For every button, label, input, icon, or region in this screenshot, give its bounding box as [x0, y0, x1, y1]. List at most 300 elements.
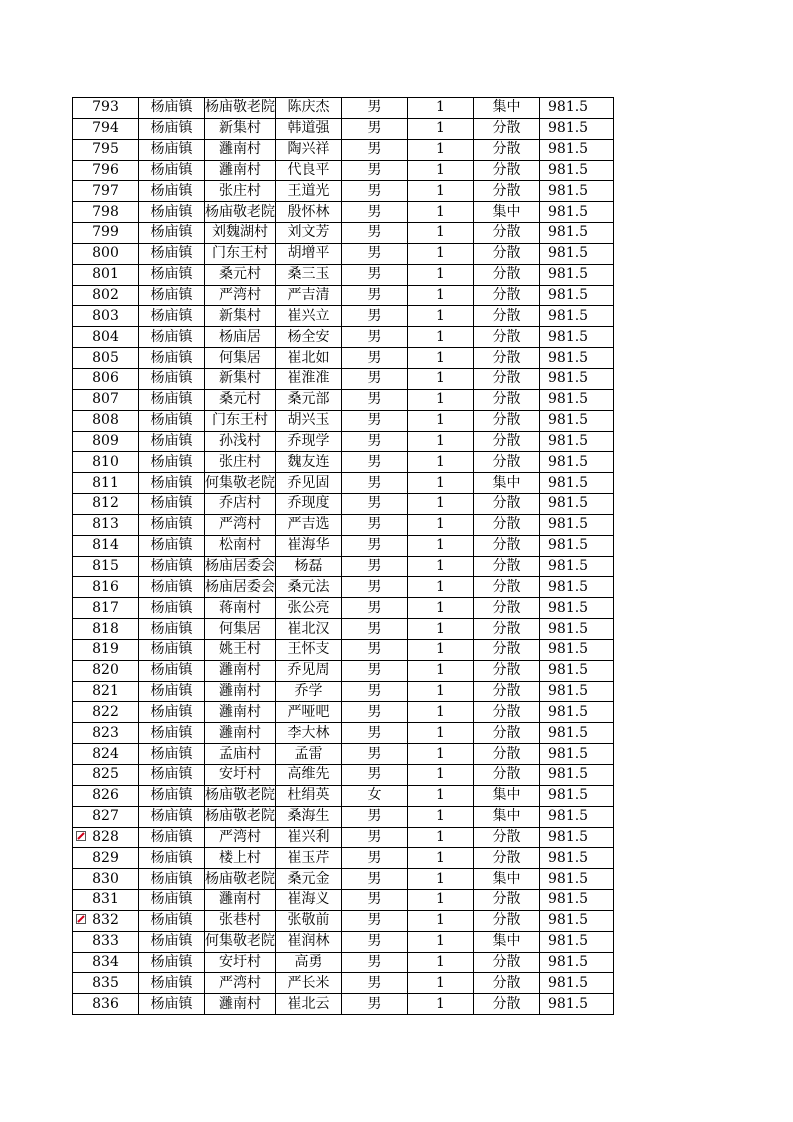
amount-cell[interactable]: 981.5: [540, 181, 614, 202]
row-number-cell[interactable]: 803: [73, 306, 139, 327]
row-number-cell[interactable]: 794: [73, 118, 139, 139]
sex-cell[interactable]: 男: [342, 744, 408, 765]
name-cell[interactable]: 杨全安: [276, 327, 342, 348]
care-type-cell[interactable]: 分散: [474, 848, 540, 869]
sex-cell[interactable]: 男: [342, 681, 408, 702]
care-type-cell[interactable]: 分散: [474, 994, 540, 1015]
town-cell[interactable]: 杨庙镇: [139, 848, 205, 869]
town-cell[interactable]: 杨庙镇: [139, 264, 205, 285]
town-cell[interactable]: 杨庙镇: [139, 952, 205, 973]
count-cell[interactable]: 1: [408, 514, 474, 535]
row-number-cell[interactable]: 833: [73, 931, 139, 952]
name-cell[interactable]: 胡增平: [276, 243, 342, 264]
count-cell[interactable]: 1: [408, 264, 474, 285]
care-type-cell[interactable]: 分散: [474, 660, 540, 681]
town-cell[interactable]: 杨庙镇: [139, 639, 205, 660]
care-type-cell[interactable]: 分散: [474, 452, 540, 473]
count-cell[interactable]: 1: [408, 619, 474, 640]
amount-cell[interactable]: 981.5: [540, 535, 614, 556]
care-type-cell[interactable]: 分散: [474, 702, 540, 723]
village-cell[interactable]: 安圩村: [205, 952, 276, 973]
row-number-cell[interactable]: 812: [73, 494, 139, 515]
count-cell[interactable]: 1: [408, 139, 474, 160]
care-type-cell[interactable]: 分散: [474, 410, 540, 431]
amount-cell[interactable]: 981.5: [540, 389, 614, 410]
sex-cell[interactable]: 男: [342, 368, 408, 389]
amount-cell[interactable]: 981.5: [540, 348, 614, 369]
count-cell[interactable]: 1: [408, 348, 474, 369]
name-cell[interactable]: 杨磊: [276, 556, 342, 577]
name-cell[interactable]: 陶兴祥: [276, 139, 342, 160]
amount-cell[interactable]: 981.5: [540, 452, 614, 473]
count-cell[interactable]: 1: [408, 243, 474, 264]
sex-cell[interactable]: 男: [342, 848, 408, 869]
name-cell[interactable]: 乔见固: [276, 473, 342, 494]
amount-cell[interactable]: 981.5: [540, 514, 614, 535]
sex-cell[interactable]: 男: [342, 765, 408, 786]
name-cell[interactable]: 魏友连: [276, 452, 342, 473]
care-type-cell[interactable]: 分散: [474, 264, 540, 285]
name-cell[interactable]: 乔现度: [276, 494, 342, 515]
town-cell[interactable]: 杨庙镇: [139, 619, 205, 640]
town-cell[interactable]: 杨庙镇: [139, 139, 205, 160]
town-cell[interactable]: 杨庙镇: [139, 681, 205, 702]
row-number-cell[interactable]: 818: [73, 619, 139, 640]
count-cell[interactable]: 1: [408, 848, 474, 869]
name-cell[interactable]: 崔北如: [276, 348, 342, 369]
town-cell[interactable]: 杨庙镇: [139, 723, 205, 744]
care-type-cell[interactable]: 集中: [474, 806, 540, 827]
amount-cell[interactable]: 981.5: [540, 869, 614, 890]
town-cell[interactable]: 杨庙镇: [139, 223, 205, 244]
amount-cell[interactable]: 981.5: [540, 619, 614, 640]
count-cell[interactable]: 1: [408, 660, 474, 681]
sex-cell[interactable]: 男: [342, 306, 408, 327]
village-cell[interactable]: 灉南村: [205, 660, 276, 681]
row-number-cell[interactable]: 813: [73, 514, 139, 535]
row-number-cell[interactable]: 824: [73, 744, 139, 765]
row-number-cell[interactable]: 827: [73, 806, 139, 827]
sex-cell[interactable]: 男: [342, 827, 408, 848]
village-cell[interactable]: 孙浅村: [205, 431, 276, 452]
village-cell[interactable]: 桑元村: [205, 389, 276, 410]
comment-pencil-icon[interactable]: [76, 831, 86, 841]
count-cell[interactable]: 1: [408, 452, 474, 473]
care-type-cell[interactable]: 分散: [474, 285, 540, 306]
row-number-cell[interactable]: 802: [73, 285, 139, 306]
care-type-cell[interactable]: 集中: [474, 98, 540, 119]
village-cell[interactable]: 何集居: [205, 348, 276, 369]
row-number-cell[interactable]: 826: [73, 785, 139, 806]
village-cell[interactable]: 门东王村: [205, 410, 276, 431]
amount-cell[interactable]: 981.5: [540, 931, 614, 952]
name-cell[interactable]: 桑元法: [276, 577, 342, 598]
row-number-cell[interactable]: 796: [73, 160, 139, 181]
row-number-cell[interactable]: 836: [73, 994, 139, 1015]
care-type-cell[interactable]: 分散: [474, 619, 540, 640]
amount-cell[interactable]: 981.5: [540, 264, 614, 285]
sex-cell[interactable]: 男: [342, 910, 408, 931]
row-number-cell[interactable]: 815: [73, 556, 139, 577]
village-cell[interactable]: 刘魏湖村: [205, 223, 276, 244]
amount-cell[interactable]: 981.5: [540, 139, 614, 160]
name-cell[interactable]: 韩道强: [276, 118, 342, 139]
row-number-cell[interactable]: 809: [73, 431, 139, 452]
sex-cell[interactable]: 男: [342, 577, 408, 598]
sex-cell[interactable]: 男: [342, 202, 408, 223]
sex-cell[interactable]: 男: [342, 514, 408, 535]
sex-cell[interactable]: 男: [342, 869, 408, 890]
care-type-cell[interactable]: 分散: [474, 223, 540, 244]
count-cell[interactable]: 1: [408, 869, 474, 890]
town-cell[interactable]: 杨庙镇: [139, 577, 205, 598]
name-cell[interactable]: 崔北汉: [276, 619, 342, 640]
town-cell[interactable]: 杨庙镇: [139, 827, 205, 848]
name-cell[interactable]: 殷怀林: [276, 202, 342, 223]
town-cell[interactable]: 杨庙镇: [139, 389, 205, 410]
village-cell[interactable]: 杨庙敬老院: [205, 98, 276, 119]
village-cell[interactable]: 灉南村: [205, 702, 276, 723]
sex-cell[interactable]: 男: [342, 410, 408, 431]
count-cell[interactable]: 1: [408, 306, 474, 327]
name-cell[interactable]: 桑海生: [276, 806, 342, 827]
count-cell[interactable]: 1: [408, 285, 474, 306]
row-number-cell[interactable]: 816: [73, 577, 139, 598]
name-cell[interactable]: 崔玉芹: [276, 848, 342, 869]
care-type-cell[interactable]: 集中: [474, 473, 540, 494]
care-type-cell[interactable]: 分散: [474, 118, 540, 139]
amount-cell[interactable]: 981.5: [540, 410, 614, 431]
name-cell[interactable]: 乔学: [276, 681, 342, 702]
town-cell[interactable]: 杨庙镇: [139, 744, 205, 765]
village-cell[interactable]: 杨庙居: [205, 327, 276, 348]
row-number-cell[interactable]: 822: [73, 702, 139, 723]
count-cell[interactable]: 1: [408, 598, 474, 619]
name-cell[interactable]: 张公亮: [276, 598, 342, 619]
village-cell[interactable]: 张庄村: [205, 452, 276, 473]
care-type-cell[interactable]: 分散: [474, 514, 540, 535]
care-type-cell[interactable]: 分散: [474, 681, 540, 702]
name-cell[interactable]: 崔北云: [276, 994, 342, 1015]
amount-cell[interactable]: 981.5: [540, 306, 614, 327]
sex-cell[interactable]: 男: [342, 389, 408, 410]
name-cell[interactable]: 崔淮准: [276, 368, 342, 389]
row-number-cell[interactable]: 810: [73, 452, 139, 473]
sex-cell[interactable]: 男: [342, 494, 408, 515]
row-number-cell[interactable]: 806: [73, 368, 139, 389]
town-cell[interactable]: 杨庙镇: [139, 890, 205, 911]
name-cell[interactable]: 刘文芳: [276, 223, 342, 244]
row-number-cell[interactable]: 830: [73, 869, 139, 890]
row-number-cell[interactable]: 797: [73, 181, 139, 202]
amount-cell[interactable]: 981.5: [540, 765, 614, 786]
name-cell[interactable]: 乔见周: [276, 660, 342, 681]
sex-cell[interactable]: 男: [342, 598, 408, 619]
name-cell[interactable]: 王怀支: [276, 639, 342, 660]
sex-cell[interactable]: 男: [342, 660, 408, 681]
town-cell[interactable]: 杨庙镇: [139, 931, 205, 952]
village-cell[interactable]: 灉南村: [205, 890, 276, 911]
sex-cell[interactable]: 男: [342, 994, 408, 1015]
count-cell[interactable]: 1: [408, 327, 474, 348]
town-cell[interactable]: 杨庙镇: [139, 785, 205, 806]
sex-cell[interactable]: 男: [342, 139, 408, 160]
care-type-cell[interactable]: 分散: [474, 243, 540, 264]
amount-cell[interactable]: 981.5: [540, 994, 614, 1015]
sex-cell[interactable]: 男: [342, 181, 408, 202]
care-type-cell[interactable]: 分散: [474, 577, 540, 598]
town-cell[interactable]: 杨庙镇: [139, 910, 205, 931]
village-cell[interactable]: 新集村: [205, 306, 276, 327]
amount-cell[interactable]: 981.5: [540, 598, 614, 619]
care-type-cell[interactable]: 分散: [474, 160, 540, 181]
count-cell[interactable]: 1: [408, 973, 474, 994]
count-cell[interactable]: 1: [408, 494, 474, 515]
care-type-cell[interactable]: 分散: [474, 535, 540, 556]
count-cell[interactable]: 1: [408, 118, 474, 139]
sex-cell[interactable]: 男: [342, 890, 408, 911]
village-cell[interactable]: 新集村: [205, 368, 276, 389]
count-cell[interactable]: 1: [408, 681, 474, 702]
sex-cell[interactable]: 男: [342, 723, 408, 744]
amount-cell[interactable]: 981.5: [540, 98, 614, 119]
row-number-cell[interactable]: 804: [73, 327, 139, 348]
name-cell[interactable]: 桑元金: [276, 869, 342, 890]
row-number-cell[interactable]: 829: [73, 848, 139, 869]
row-number-cell[interactable]: 800: [73, 243, 139, 264]
village-cell[interactable]: 张巷村: [205, 910, 276, 931]
count-cell[interactable]: 1: [408, 368, 474, 389]
town-cell[interactable]: 杨庙镇: [139, 243, 205, 264]
row-number-cell[interactable]: 793: [73, 98, 139, 119]
sex-cell[interactable]: 男: [342, 223, 408, 244]
count-cell[interactable]: 1: [408, 744, 474, 765]
village-cell[interactable]: 张庄村: [205, 181, 276, 202]
town-cell[interactable]: 杨庙镇: [139, 702, 205, 723]
sex-cell[interactable]: 男: [342, 952, 408, 973]
amount-cell[interactable]: 981.5: [540, 702, 614, 723]
count-cell[interactable]: 1: [408, 535, 474, 556]
town-cell[interactable]: 杨庙镇: [139, 202, 205, 223]
amount-cell[interactable]: 981.5: [540, 327, 614, 348]
count-cell[interactable]: 1: [408, 389, 474, 410]
care-type-cell[interactable]: 分散: [474, 723, 540, 744]
name-cell[interactable]: 乔现学: [276, 431, 342, 452]
town-cell[interactable]: 杨庙镇: [139, 160, 205, 181]
sex-cell[interactable]: 男: [342, 473, 408, 494]
care-type-cell[interactable]: 分散: [474, 494, 540, 515]
care-type-cell[interactable]: 分散: [474, 556, 540, 577]
count-cell[interactable]: 1: [408, 181, 474, 202]
row-number-cell[interactable]: 820: [73, 660, 139, 681]
town-cell[interactable]: 杨庙镇: [139, 410, 205, 431]
row-number-cell[interactable]: 823: [73, 723, 139, 744]
amount-cell[interactable]: 981.5: [540, 160, 614, 181]
name-cell[interactable]: 崔海义: [276, 890, 342, 911]
name-cell[interactable]: 桑元部: [276, 389, 342, 410]
village-cell[interactable]: 杨庙居委会: [205, 556, 276, 577]
sex-cell[interactable]: 男: [342, 431, 408, 452]
amount-cell[interactable]: 981.5: [540, 785, 614, 806]
care-type-cell[interactable]: 集中: [474, 202, 540, 223]
village-cell[interactable]: 新集村: [205, 118, 276, 139]
care-type-cell[interactable]: 分散: [474, 431, 540, 452]
amount-cell[interactable]: 981.5: [540, 827, 614, 848]
count-cell[interactable]: 1: [408, 473, 474, 494]
name-cell[interactable]: 崔海华: [276, 535, 342, 556]
town-cell[interactable]: 杨庙镇: [139, 765, 205, 786]
village-cell[interactable]: 楼上村: [205, 848, 276, 869]
name-cell[interactable]: 崔兴立: [276, 306, 342, 327]
name-cell[interactable]: 崔兴利: [276, 827, 342, 848]
town-cell[interactable]: 杨庙镇: [139, 973, 205, 994]
amount-cell[interactable]: 981.5: [540, 494, 614, 515]
care-type-cell[interactable]: 集中: [474, 869, 540, 890]
sex-cell[interactable]: 男: [342, 535, 408, 556]
care-type-cell[interactable]: 分散: [474, 306, 540, 327]
town-cell[interactable]: 杨庙镇: [139, 118, 205, 139]
name-cell[interactable]: 严吉选: [276, 514, 342, 535]
name-cell[interactable]: 严吉清: [276, 285, 342, 306]
row-number-cell[interactable]: 819: [73, 639, 139, 660]
count-cell[interactable]: 1: [408, 931, 474, 952]
row-number-cell[interactable]: 831: [73, 890, 139, 911]
sex-cell[interactable]: 男: [342, 619, 408, 640]
care-type-cell[interactable]: 分散: [474, 639, 540, 660]
name-cell[interactable]: 严长米: [276, 973, 342, 994]
row-number-cell[interactable]: 807: [73, 389, 139, 410]
sex-cell[interactable]: 男: [342, 639, 408, 660]
count-cell[interactable]: 1: [408, 827, 474, 848]
amount-cell[interactable]: 981.5: [540, 806, 614, 827]
row-number-cell[interactable]: 835: [73, 973, 139, 994]
care-type-cell[interactable]: 分散: [474, 952, 540, 973]
sex-cell[interactable]: 男: [342, 160, 408, 181]
amount-cell[interactable]: 981.5: [540, 118, 614, 139]
amount-cell[interactable]: 981.5: [540, 202, 614, 223]
row-number-cell[interactable]: 832: [73, 910, 139, 931]
village-cell[interactable]: 何集居: [205, 619, 276, 640]
town-cell[interactable]: 杨庙镇: [139, 431, 205, 452]
amount-cell[interactable]: 981.5: [540, 973, 614, 994]
sex-cell[interactable]: 男: [342, 243, 408, 264]
row-number-cell[interactable]: 817: [73, 598, 139, 619]
name-cell[interactable]: 杜绢英: [276, 785, 342, 806]
care-type-cell[interactable]: 分散: [474, 139, 540, 160]
name-cell[interactable]: 严哑吧: [276, 702, 342, 723]
village-cell[interactable]: 松南村: [205, 535, 276, 556]
town-cell[interactable]: 杨庙镇: [139, 660, 205, 681]
sex-cell[interactable]: 男: [342, 556, 408, 577]
amount-cell[interactable]: 981.5: [540, 952, 614, 973]
row-number-cell[interactable]: 808: [73, 410, 139, 431]
name-cell[interactable]: 崔润林: [276, 931, 342, 952]
amount-cell[interactable]: 981.5: [540, 473, 614, 494]
sex-cell[interactable]: 男: [342, 452, 408, 473]
care-type-cell[interactable]: 分散: [474, 368, 540, 389]
count-cell[interactable]: 1: [408, 806, 474, 827]
name-cell[interactable]: 王道光: [276, 181, 342, 202]
town-cell[interactable]: 杨庙镇: [139, 535, 205, 556]
count-cell[interactable]: 1: [408, 952, 474, 973]
sex-cell[interactable]: 男: [342, 806, 408, 827]
town-cell[interactable]: 杨庙镇: [139, 514, 205, 535]
name-cell[interactable]: 高勇: [276, 952, 342, 973]
row-number-cell[interactable]: 825: [73, 765, 139, 786]
amount-cell[interactable]: 981.5: [540, 556, 614, 577]
sex-cell[interactable]: 女: [342, 785, 408, 806]
village-cell[interactable]: 严湾村: [205, 827, 276, 848]
row-number-cell[interactable]: 801: [73, 264, 139, 285]
name-cell[interactable]: 李大林: [276, 723, 342, 744]
town-cell[interactable]: 杨庙镇: [139, 306, 205, 327]
village-cell[interactable]: 安圩村: [205, 765, 276, 786]
count-cell[interactable]: 1: [408, 202, 474, 223]
row-number-cell[interactable]: 811: [73, 473, 139, 494]
town-cell[interactable]: 杨庙镇: [139, 806, 205, 827]
amount-cell[interactable]: 981.5: [540, 890, 614, 911]
sex-cell[interactable]: 男: [342, 327, 408, 348]
care-type-cell[interactable]: 分散: [474, 827, 540, 848]
row-number-cell[interactable]: 814: [73, 535, 139, 556]
sex-cell[interactable]: 男: [342, 285, 408, 306]
town-cell[interactable]: 杨庙镇: [139, 598, 205, 619]
name-cell[interactable]: 胡兴玉: [276, 410, 342, 431]
village-cell[interactable]: 严湾村: [205, 514, 276, 535]
town-cell[interactable]: 杨庙镇: [139, 348, 205, 369]
count-cell[interactable]: 1: [408, 556, 474, 577]
village-cell[interactable]: 灉南村: [205, 681, 276, 702]
row-number-cell[interactable]: 821: [73, 681, 139, 702]
care-type-cell[interactable]: 分散: [474, 765, 540, 786]
care-type-cell[interactable]: 分散: [474, 389, 540, 410]
care-type-cell[interactable]: 分散: [474, 890, 540, 911]
amount-cell[interactable]: 981.5: [540, 223, 614, 244]
name-cell[interactable]: 张敬前: [276, 910, 342, 931]
row-number-cell[interactable]: 834: [73, 952, 139, 973]
village-cell[interactable]: 灉南村: [205, 723, 276, 744]
village-cell[interactable]: 门东王村: [205, 243, 276, 264]
count-cell[interactable]: 1: [408, 98, 474, 119]
village-cell[interactable]: 杨庙敬老院: [205, 869, 276, 890]
sex-cell[interactable]: 男: [342, 931, 408, 952]
name-cell[interactable]: 孟雷: [276, 744, 342, 765]
amount-cell[interactable]: 981.5: [540, 368, 614, 389]
village-cell[interactable]: 杨庙敬老院: [205, 785, 276, 806]
village-cell[interactable]: 杨庙居委会: [205, 577, 276, 598]
village-cell[interactable]: 严湾村: [205, 973, 276, 994]
amount-cell[interactable]: 981.5: [540, 910, 614, 931]
amount-cell[interactable]: 981.5: [540, 431, 614, 452]
village-cell[interactable]: 桑元村: [205, 264, 276, 285]
village-cell[interactable]: 灉南村: [205, 139, 276, 160]
amount-cell[interactable]: 981.5: [540, 577, 614, 598]
care-type-cell[interactable]: 分散: [474, 598, 540, 619]
count-cell[interactable]: 1: [408, 410, 474, 431]
count-cell[interactable]: 1: [408, 910, 474, 931]
town-cell[interactable]: 杨庙镇: [139, 994, 205, 1015]
sex-cell[interactable]: 男: [342, 973, 408, 994]
count-cell[interactable]: 1: [408, 431, 474, 452]
town-cell[interactable]: 杨庙镇: [139, 473, 205, 494]
sex-cell[interactable]: 男: [342, 118, 408, 139]
amount-cell[interactable]: 981.5: [540, 639, 614, 660]
row-number-cell[interactable]: 798: [73, 202, 139, 223]
name-cell[interactable]: 陈庆杰: [276, 98, 342, 119]
care-type-cell[interactable]: 分散: [474, 327, 540, 348]
care-type-cell[interactable]: 分散: [474, 973, 540, 994]
count-cell[interactable]: 1: [408, 702, 474, 723]
